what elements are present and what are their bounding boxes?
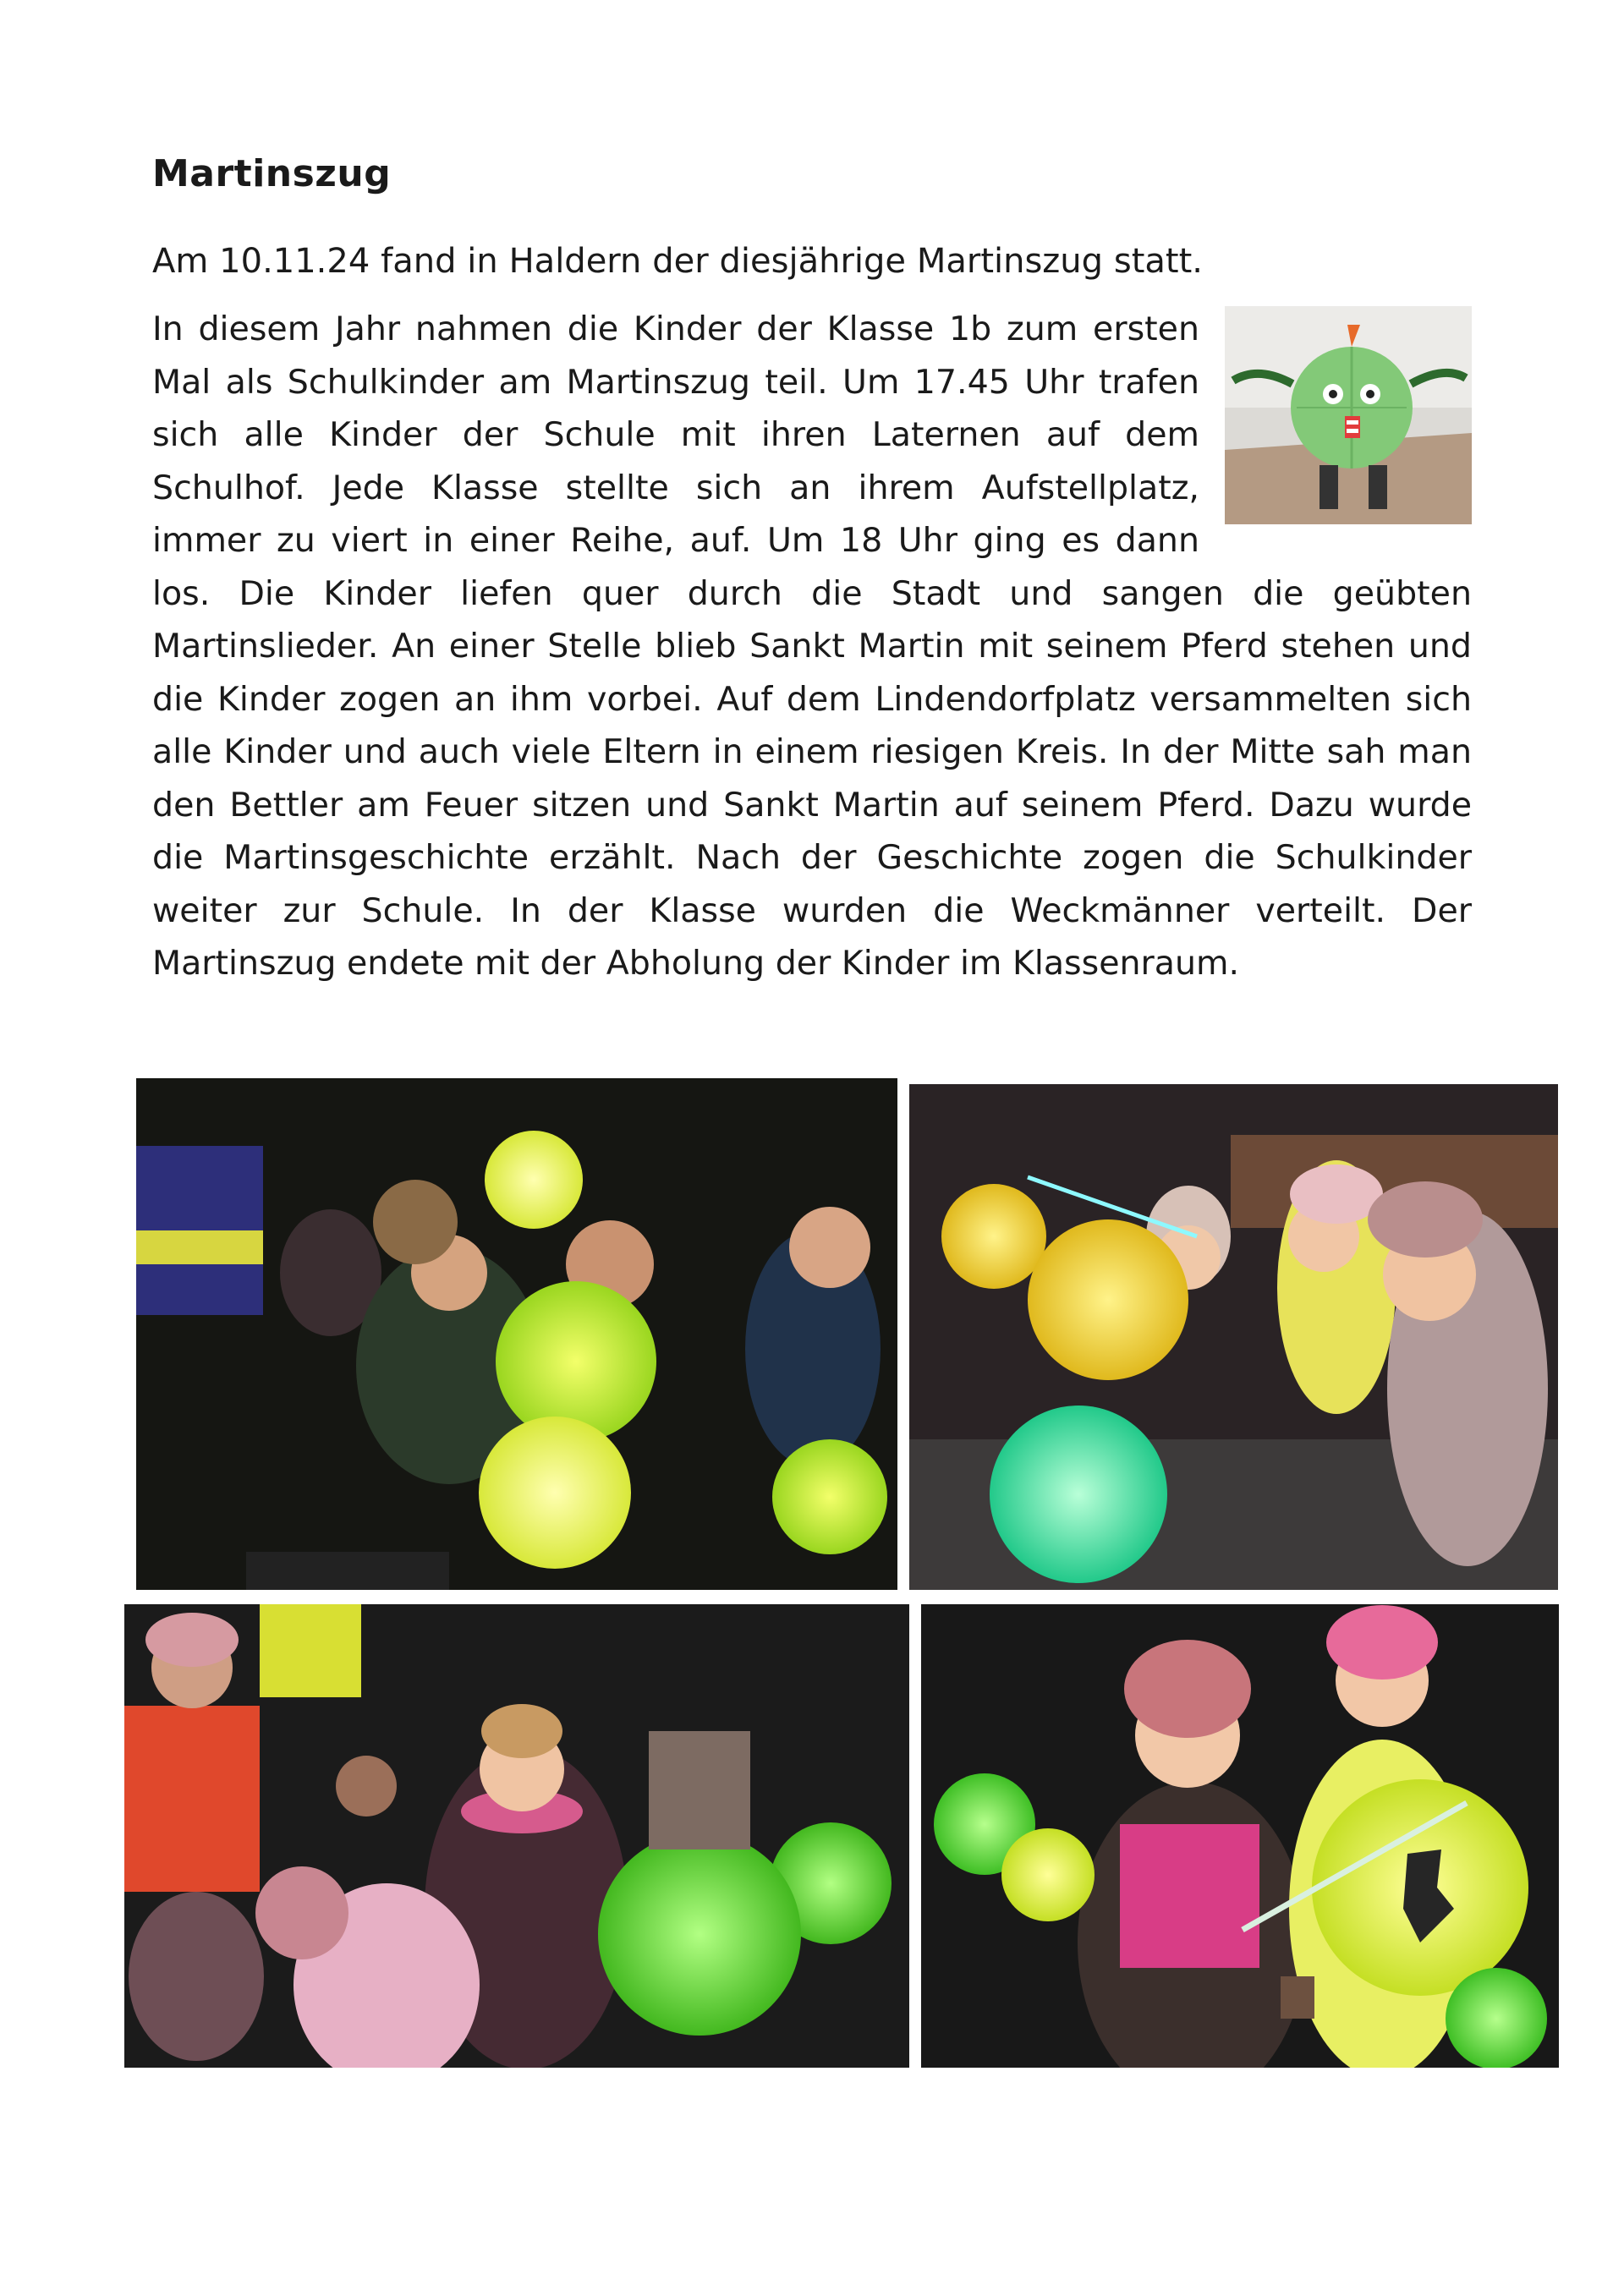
intro-paragraph: Am 10.11.24 fand in Haldern der diesjährige Martinszug statt.	[152, 242, 1203, 281]
lantern-craft-photo	[1225, 306, 1472, 524]
lantern-photo-3	[124, 1604, 909, 2068]
body-text: In diesem Jahr nahmen die Kinder der Klasse 1b zum ersten Mal als Schulkinder am Martinszug teil. Um 17.45 Uhr trafen sich alle Kinder der Schule mit ihren Laternen auf dem Schulhof. Jede Klasse stellte sich an ihrem Aufstellplatz, immer zu viert in einer Reihe, auf. Um 18 Uhr ging es dann los. Die Kinder liefen quer durch die Stadt und sangen die geübten Martinslieder. An einer Stelle blieb Sankt Martin mit seinem Pferd stehen und die Kinder zogen an ihm vorbei. Auf dem Lindendorfplatz versammelten sich alle Kinder und auch viele Eltern in einem riesigen Kreis. In der Mitte sah man den Bettler am Feuer sitzen und Sankt Martin auf seinem Pferd. Dazu wurde die Martinsgeschichte erzählt. Nach der Geschichte zogen die Schulkinder weiter zur Schule. In der Klasse wurden die Weckmänner verteilt. Der Martinszug endete mit der Abholung der Kinder im Klassenraum.	[152, 310, 1472, 983]
body-paragraph	[152, 303, 1472, 990]
lantern-photo-1	[136, 1078, 897, 1590]
lantern-photo-4	[921, 1604, 1559, 2068]
lantern-photo-2	[909, 1084, 1558, 1590]
page-title: Martinszug	[152, 152, 392, 195]
